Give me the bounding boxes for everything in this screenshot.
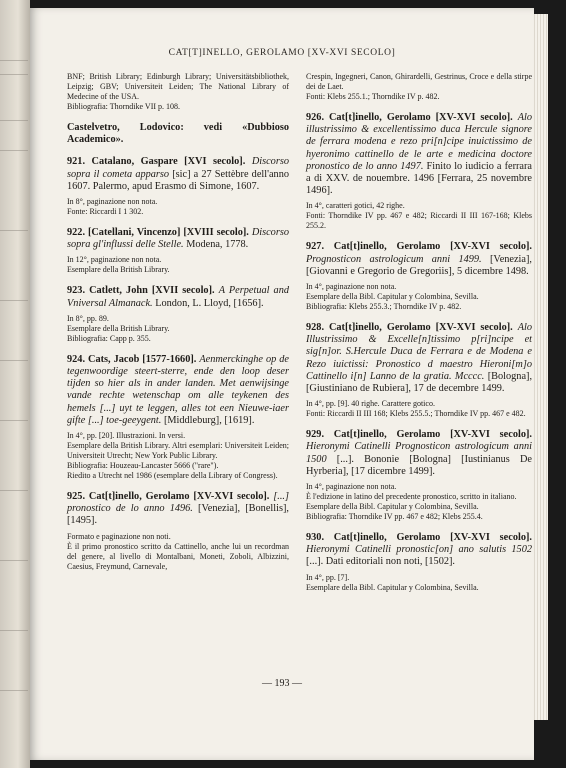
entry-note: Fonte: Riccardi I 1 302. bbox=[67, 207, 144, 217]
entry-heading: 927. Cat[t]inello, Gerolamo [XV-XVI secolo]. bbox=[306, 241, 532, 253]
entry-note: Esemplare della Bibl. Capitular y Colombina, Sevilla. bbox=[306, 582, 479, 592]
book-page bbox=[30, 8, 534, 760]
entry-heading: 922. [Catellani, Vincenzo] [XVIII secolo]. bbox=[67, 227, 249, 239]
continued-entry bbox=[306, 72, 532, 102]
entry-923 bbox=[67, 285, 289, 343]
entry-title: Prognosticon astrologicum anni 1499. bbox=[306, 253, 482, 265]
entry-imprint: [Venezia], [Bonellis], [1495]. bbox=[67, 503, 289, 527]
entry-imprint: [...]. Bononie [Bologna] [Iustinianus De Hyrberia], [17 dicembre 1499]. bbox=[306, 453, 532, 477]
entry-note: Bibliografia: Thorndike IV pp. 467 e 482; Klebs 255.4. bbox=[306, 512, 483, 522]
entry-924 bbox=[67, 354, 289, 481]
entry-heading: 928. Cat[t]inello, Gerolamo [XV-XVI secolo]. bbox=[306, 322, 513, 334]
right-column bbox=[306, 72, 532, 603]
continued-sources: Fonti: Klebs 255.1.; Thorndike IV p. 482. bbox=[306, 92, 440, 101]
running-head: CAT[T]INELLO, GEROLAMO [XV-XVI SECOLO] bbox=[168, 48, 396, 58]
entry-heading: 923. Catlett, John [XVII secolo]. bbox=[67, 285, 215, 297]
continued-text: BNF; British Library; Edinburgh Library; Universitätsbibliothek, Leipzig; GBV; Universiteit Leiden; The National Library of Medecine of the USA. bbox=[67, 72, 289, 101]
entry-note: In 4°, pp. [9]. 40 righe. Carattere gotico. bbox=[306, 399, 435, 409]
entry-note: In 8°, paginazione non nota. bbox=[67, 197, 158, 207]
continued-entry bbox=[67, 72, 289, 112]
entry-title: Hieronymi Catinelli Prognosticon astrologicum anni 1500 bbox=[306, 441, 532, 465]
page-block-edge bbox=[534, 14, 548, 720]
left-column bbox=[67, 72, 289, 582]
entry-note: Fonti: Thorndike IV pp. 467 e 482; Riccardi II III 167-168; Klebs 255.2. bbox=[306, 211, 532, 231]
cross-reference-castelvetro bbox=[67, 122, 289, 146]
entry-title: Discorso sopra il cometa apparso bbox=[67, 156, 289, 180]
entry-note: In 4°, pp. [20]. Illustrazioni. In versi. bbox=[67, 431, 186, 441]
entry-928 bbox=[306, 322, 532, 419]
entry-927 bbox=[306, 241, 532, 312]
entry-heading: 929. Cat[t]inello, Gerolamo [XV-XVI secolo]. bbox=[306, 429, 532, 441]
entry-note: Formato e paginazione non noti. bbox=[67, 531, 171, 541]
entry-imprint: Modena, 1778. bbox=[186, 239, 249, 251]
entry-note: In 12°, paginazione non nota. bbox=[67, 255, 162, 265]
entry-heading: 921. Catalano, Gaspare [XVI secolo]. bbox=[67, 156, 246, 168]
continued-bibliography: Bibliografia: Thorndike VII p. 108. bbox=[67, 102, 181, 111]
cross-reference-text: Castelvetro, Lodovico: vedi «Dubbioso Academico». bbox=[67, 122, 289, 146]
entry-imprint: [Middleburg], [1619]. bbox=[163, 414, 255, 426]
entry-title: Discorso sopra gl'influssi delle Stelle. bbox=[67, 227, 289, 251]
entry-title: A Perpetual and Vniversal Almanack. bbox=[67, 285, 289, 309]
entry-note: Esemplare della British Library. bbox=[67, 323, 170, 333]
entry-note: In 4°, paginazione non nota. bbox=[306, 482, 397, 492]
entry-note: Esemplare della Bibl. Capitular y Colombina, Sevilla. bbox=[306, 502, 479, 512]
entry-929 bbox=[306, 429, 532, 522]
entry-note: Bibliografia: Houzeau-Lancaster 5666 ("rare"). bbox=[67, 461, 219, 471]
entry-note: Esemplare della British Library. bbox=[67, 265, 170, 275]
entry-imprint: London, L. Lloyd, [1656]. bbox=[155, 297, 264, 309]
entry-heading: 924. Cats, Jacob [1577-1660]. bbox=[67, 353, 197, 365]
entry-note: In 4°, pp. [7]. bbox=[306, 572, 350, 582]
entry-heading: 930. Cat[t]inello, Gerolamo [XV-XVI secolo]. bbox=[306, 532, 532, 544]
entry-heading: 925. Cat[t]inello, Gerolamo [XV-XVI secolo]. bbox=[67, 491, 270, 503]
entry-921 bbox=[67, 156, 289, 217]
entry-note: Fonti: Riccardi II III 168; Klebs 255.5.; Thorndike IV pp. 467 e 482. bbox=[306, 409, 526, 419]
entry-title: Hieronymi Catinelli pronostic[on] ano salutis 1502 bbox=[306, 544, 532, 556]
entry-note: Riedito a Utrecht nel 1986 (esemplare della Library of Congress). bbox=[67, 471, 278, 481]
entry-925 bbox=[67, 491, 289, 572]
entry-imprint: [sic] a 27 Settèbre dell'anno 1607. Palermo, apud Erasmo di Simone, 1607. bbox=[67, 168, 289, 192]
entry-note: Esemplare della British Library. Altri esemplari: Universiteit Leiden; Universiteit Utrecht; New York Public Library. bbox=[67, 441, 289, 461]
continued-text: Crespin, Ingegneri, Canon, Ghirardelli, Gestrinus, Croce e della stirpe dei de Laet. bbox=[306, 72, 532, 91]
page-number: — 193 — bbox=[262, 678, 302, 689]
entry-922 bbox=[67, 227, 289, 275]
entry-note: In 4°, paginazione non nota. bbox=[306, 282, 397, 292]
entry-imprint: Finito lo iudicio a ferrara a di XXV. de nouembre. 1496 [Ferrara, 25 novembre 1496]. bbox=[306, 160, 533, 197]
entry-imprint: [...]. Dati editoriali non noti, [1502]. bbox=[306, 556, 455, 568]
entry-note: Esemplare della Bibl. Capitular y Colombina, Sevilla. bbox=[306, 292, 479, 302]
entry-926 bbox=[306, 112, 532, 231]
entry-title: Alo illustrissimo & excellentissimo duca Hercule signore de ferrara modena e rezo pri[n]cipe inuictissimo de hyeronimo cattinello de le arte e medicina doctore pronostico de lo anno 1497. bbox=[306, 112, 532, 172]
entry-note: Bibliografia: Capp p. 355. bbox=[67, 333, 151, 343]
entry-title: [...] pronostico de lo anno 1496. bbox=[67, 491, 289, 515]
entry-title: Alo Illustrissimo & Excelle[n]tissimo p[ri]ncipe et sig[n]or. S.Hercule Duca de Ferrara e de Modena e Rezo iuictissi: Pronostico d maestro Hieroni[m]o Cattinello i[n] Lanno de la gratia. Mcccc. bbox=[306, 322, 532, 382]
entry-imprint: [Venezia], [Giovanni e Gregorio de Gregoriis], 5 dicembre 1498. bbox=[306, 253, 532, 277]
entry-imprint: [Bologna], [Giustiniano de Rubiera], 17 de decembre 1499. bbox=[306, 370, 533, 395]
entry-title: Aenmerckinghe op de tegenwoordige steert-sterre, ende den loop deser tijden so hier als in ander landen. Met aenwijsinge vande rechte wetenschap om alle teykenen des hemels [...] uyt te leggen, alles tot een Nieuwe-iaer gifte [...] toe-geeygent. bbox=[67, 353, 289, 426]
entry-note: Bibliografia: Klebs 255.3.; Thorndike IV p. 482. bbox=[306, 302, 462, 312]
entry-note: È il primo pronostico scritto da Cattinello, anche lui un recordman del genere, al livello di Montalbani, Moneti, Zoboli, Albizzini, Caesius, Freymund, Carnevale, bbox=[67, 541, 289, 571]
entry-930 bbox=[306, 532, 532, 593]
entry-note: In 4°, caratteri gotici, 42 righe. bbox=[306, 201, 405, 211]
entry-heading: 926. Cat[t]inello, Gerolamo [XV-XVI secolo]. bbox=[306, 112, 513, 123]
entry-note: È l'edizione in latino del precedente pronostico, scritto in italiano. bbox=[306, 492, 517, 502]
previous-page-edge bbox=[0, 0, 30, 768]
entry-note: In 8°, pp. 89. bbox=[67, 313, 109, 323]
